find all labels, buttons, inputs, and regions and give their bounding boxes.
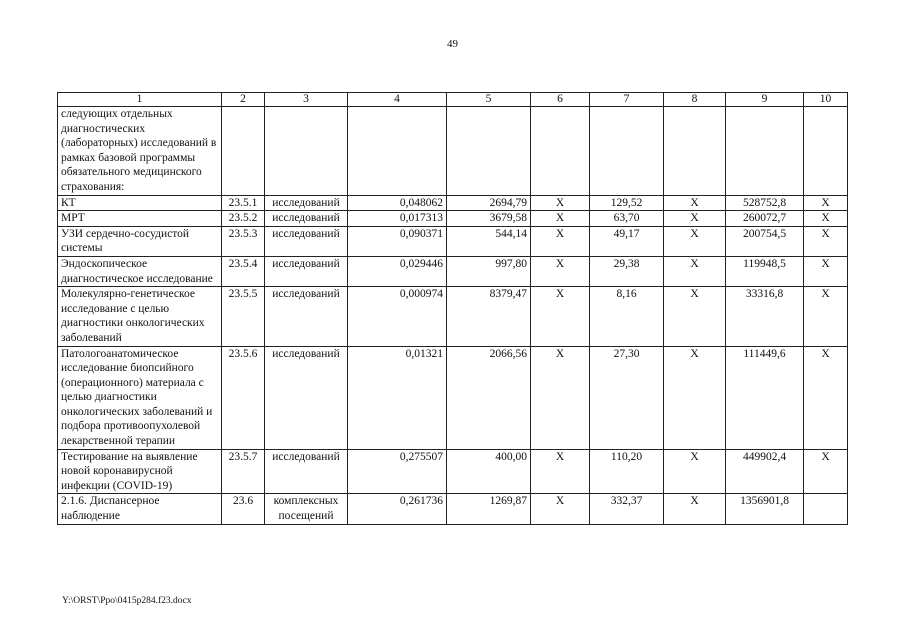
header-cell: 8	[664, 93, 726, 107]
row-cost-cell: 400,00	[447, 449, 531, 494]
header-cell: 5	[447, 93, 531, 107]
row-code-cell	[222, 107, 265, 196]
row-col9-cell: 33316,8	[726, 287, 804, 346]
row-col6-cell: X	[531, 287, 590, 346]
row-col8-cell: X	[664, 449, 726, 494]
row-col8-cell: X	[664, 256, 726, 286]
row-col10-cell: X	[804, 287, 848, 346]
header-cell: 6	[531, 93, 590, 107]
row-name-cell: Тестирование на выявление новой коронавирусной инфекции (COVID-19)	[58, 449, 222, 494]
row-col8-cell: X	[664, 211, 726, 227]
row-col7-cell	[590, 107, 664, 196]
table-row	[58, 195, 848, 211]
header-cell: 7	[590, 93, 664, 107]
row-col6-cell: X	[531, 346, 590, 449]
row-code-cell: 23.5.6	[222, 346, 265, 449]
table-row	[58, 346, 848, 449]
table-row	[58, 287, 848, 346]
row-col6-cell	[531, 107, 590, 196]
row-code-cell: 23.5.1	[222, 195, 265, 211]
row-col9-cell: 528752,8	[726, 195, 804, 211]
row-col9-cell: 200754,5	[726, 226, 804, 256]
row-unit-cell: исследований	[265, 287, 348, 346]
row-name-cell: 2.1.6. Диспансерное наблюдение	[58, 494, 222, 524]
row-code-cell: 23.5.7	[222, 449, 265, 494]
row-col6-cell: X	[531, 195, 590, 211]
row-col7-cell: 27,30	[590, 346, 664, 449]
table-row	[58, 449, 848, 494]
row-col6-cell: X	[531, 226, 590, 256]
row-name-cell: Патологоанатомическое исследование биопсийного (операционного) материала с целью диагностики онкологических заболеваний и подбора противоопухолевой лекарственной терапии	[58, 346, 222, 449]
row-unit-cell: исследований	[265, 449, 348, 494]
table-row	[58, 494, 848, 524]
row-col10-cell: X	[804, 449, 848, 494]
row-code-cell: 23.5.4	[222, 256, 265, 286]
row-col9-cell: 111449,6	[726, 346, 804, 449]
table-row	[58, 226, 848, 256]
table-row	[58, 211, 848, 227]
row-name-cell: МРТ	[58, 211, 222, 227]
row-norm-cell: 0,048062	[348, 195, 447, 211]
row-col8-cell: X	[664, 494, 726, 524]
row-cost-cell: 3679,58	[447, 211, 531, 227]
row-col7-cell: 129,52	[590, 195, 664, 211]
table-row	[58, 256, 848, 286]
row-col7-cell: 332,37	[590, 494, 664, 524]
row-unit-cell	[265, 107, 348, 196]
table-row	[58, 107, 848, 196]
header-cell: 2	[222, 93, 265, 107]
row-code-cell: 23.6	[222, 494, 265, 524]
header-cell: 1	[58, 93, 222, 107]
row-col6-cell: X	[531, 449, 590, 494]
row-cost-cell: 544,14	[447, 226, 531, 256]
row-unit-cell: исследований	[265, 226, 348, 256]
row-code-cell: 23.5.5	[222, 287, 265, 346]
row-norm-cell: 0,000974	[348, 287, 447, 346]
row-col10-cell: X	[804, 256, 848, 286]
row-col10-cell: X	[804, 226, 848, 256]
file-path-footer: Y:\ORST\Ppo\0415p284.f23.docx	[62, 596, 192, 606]
row-code-cell: 23.5.2	[222, 211, 265, 227]
row-name-cell: Эндоскопическое диагностическое исследование	[58, 256, 222, 286]
row-name-cell: следующих отдельных диагностических (лабораторных) исследований в рамках базовой программы обязательного медицинского страхования:	[58, 107, 222, 196]
row-norm-cell: 0,261736	[348, 494, 447, 524]
row-col10-cell: X	[804, 211, 848, 227]
row-cost-cell: 2694,79	[447, 195, 531, 211]
row-norm-cell: 0,029446	[348, 256, 447, 286]
header-cell: 4	[348, 93, 447, 107]
page-number: 49	[447, 38, 458, 50]
row-norm-cell: 0,01321	[348, 346, 447, 449]
row-col10-cell	[804, 107, 848, 196]
row-col8-cell: X	[664, 226, 726, 256]
row-col9-cell	[726, 107, 804, 196]
row-cost-cell: 997,80	[447, 256, 531, 286]
row-norm-cell: 0,017313	[348, 211, 447, 227]
data-table	[57, 92, 848, 525]
row-col9-cell: 449902,4	[726, 449, 804, 494]
row-norm-cell: 0,275507	[348, 449, 447, 494]
row-unit-cell: исследований	[265, 211, 348, 227]
row-col6-cell: X	[531, 256, 590, 286]
table-header-row	[58, 93, 848, 107]
row-col8-cell: X	[664, 287, 726, 346]
row-col7-cell: 8,16	[590, 287, 664, 346]
row-col7-cell: 63,70	[590, 211, 664, 227]
row-unit-cell: комплексных посещений	[265, 494, 348, 524]
row-col7-cell: 29,38	[590, 256, 664, 286]
header-cell: 10	[804, 93, 848, 107]
row-col8-cell	[664, 107, 726, 196]
row-col9-cell: 260072,7	[726, 211, 804, 227]
row-col6-cell: X	[531, 211, 590, 227]
row-col9-cell: 119948,5	[726, 256, 804, 286]
row-col10-cell	[804, 494, 848, 524]
row-name-cell: Молекулярно-генетическое исследование с целью диагностики онкологических заболеваний	[58, 287, 222, 346]
row-norm-cell: 0,090371	[348, 226, 447, 256]
header-cell: 9	[726, 93, 804, 107]
row-unit-cell: исследований	[265, 346, 348, 449]
row-cost-cell: 2066,56	[447, 346, 531, 449]
row-cost-cell: 8379,47	[447, 287, 531, 346]
row-col8-cell: X	[664, 346, 726, 449]
row-cost-cell	[447, 107, 531, 196]
row-col9-cell: 1356901,8	[726, 494, 804, 524]
row-col10-cell: X	[804, 195, 848, 211]
row-col7-cell: 110,20	[590, 449, 664, 494]
header-cell: 3	[265, 93, 348, 107]
row-name-cell: УЗИ сердечно-сосудистой системы	[58, 226, 222, 256]
table-body	[58, 93, 848, 525]
row-code-cell: 23.5.3	[222, 226, 265, 256]
row-unit-cell: исследований	[265, 256, 348, 286]
row-unit-cell: исследований	[265, 195, 348, 211]
row-name-cell: КТ	[58, 195, 222, 211]
row-col7-cell: 49,17	[590, 226, 664, 256]
row-col6-cell: X	[531, 494, 590, 524]
row-cost-cell: 1269,87	[447, 494, 531, 524]
row-norm-cell	[348, 107, 447, 196]
row-col10-cell: X	[804, 346, 848, 449]
row-col8-cell: X	[664, 195, 726, 211]
